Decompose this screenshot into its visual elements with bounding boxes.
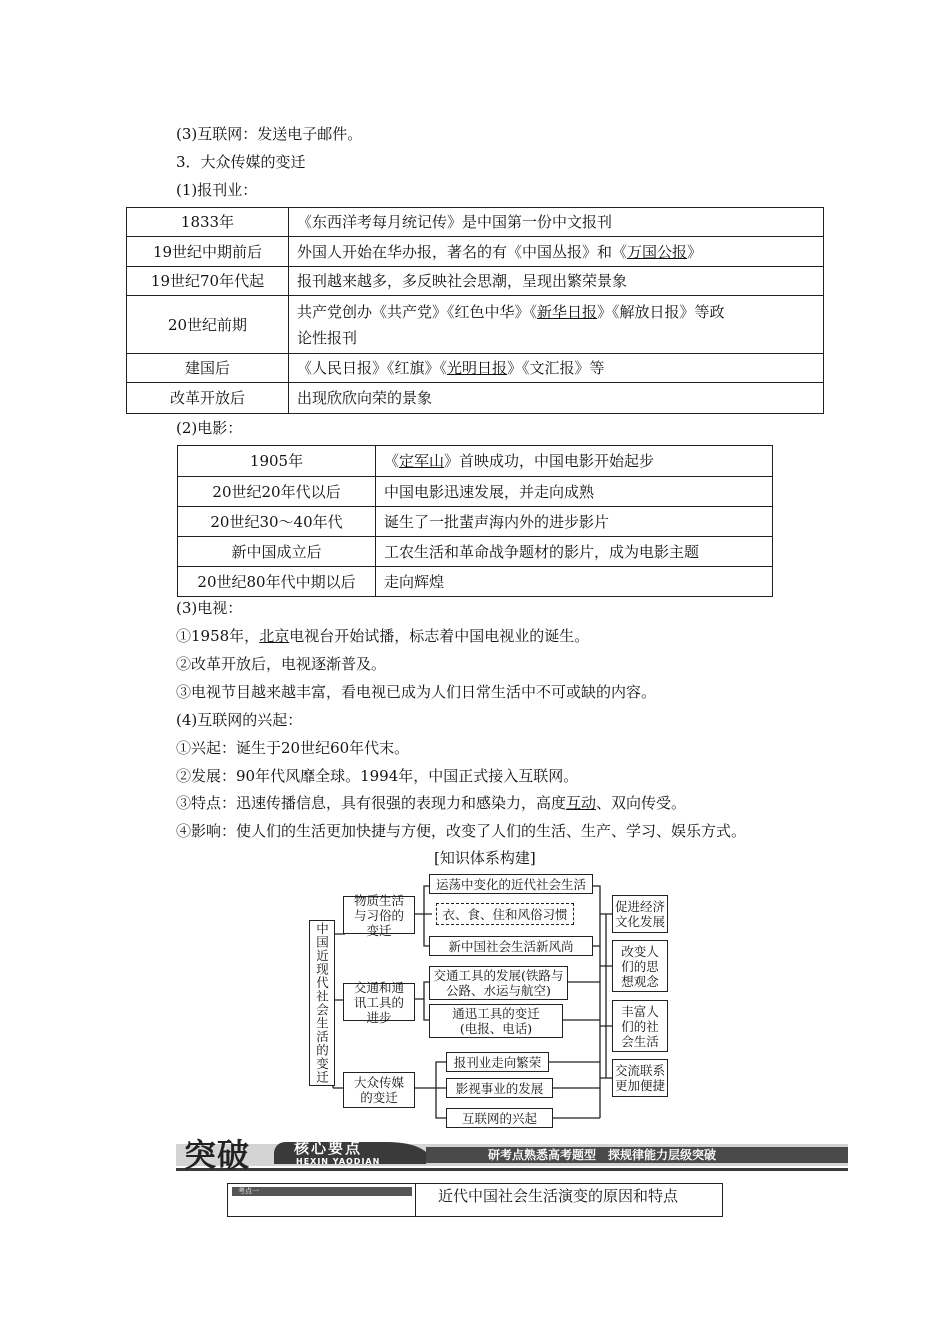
keypoint-divider [415, 1184, 416, 1216]
internet-item-3: ③特点：迅速传播信息，具有很强的表现力和感染力，高度互动、双向传受。 [176, 794, 687, 812]
banner-pinyin: HEXIN YAODIAN [296, 1157, 381, 1166]
internet-item-1: ①兴起：诞生于20世纪60年代末。 [176, 739, 410, 757]
diagram-sub-item: 新中国社会生活新风尚 [429, 936, 593, 956]
underlined-term: 新华日报 [537, 302, 598, 321]
period-cell: 1833年 [127, 208, 289, 237]
diagram-sub-item: 影视事业的发展 [446, 1078, 553, 1098]
internet-email-line: (3)互联网：发送电子邮件。 [176, 125, 363, 143]
period-cell: 新中国成立后 [178, 537, 376, 567]
keypoint-title: 近代中国社会生活演变的原因和特点 [438, 1187, 679, 1205]
keypoint-tag: 考点一 [232, 1187, 412, 1196]
event-cell: 出现欣欣向荣的景象 [289, 383, 824, 414]
event-cell: 报刊越来越多，多反映社会思潮，呈现出繁荣景象 [289, 267, 824, 296]
period-cell: 19世纪中期前后 [127, 237, 289, 267]
tv-item-3: ③电视节目越来越丰富，看电视已成为人们日常生活中不可或缺的内容。 [176, 683, 657, 701]
core-points-banner [176, 1138, 848, 1174]
banner-title: 突破 [184, 1136, 251, 1174]
diagram-root: 中国近现代社会生活的变迁 [309, 920, 335, 1086]
internet-item-4: ④影响：使人们的生活更加快捷与方便，改变了人们的生活、生产、学习、娱乐方式。 [176, 822, 747, 840]
diagram-sub-item: 报刊业走向繁荣 [446, 1052, 549, 1072]
diagram-sub-item: 互联网的兴起 [446, 1108, 553, 1128]
period-cell: 20世纪20年代以后 [178, 477, 376, 507]
tv-item-2: ②改革开放后，电视逐渐普及。 [176, 655, 387, 673]
event-cell: 外国人开始在华办报，著名的有《中国丛报》和《万国公报》 [289, 237, 824, 267]
underlined-term: 互动 [566, 794, 597, 812]
underlined-term: 光明日报 [447, 359, 508, 377]
section-title: 3．大众传媒的变迁 [176, 153, 306, 171]
diagram-effect: 丰富人们的社会生活 [612, 1000, 668, 1052]
underlined-term: 万国公报 [627, 242, 688, 261]
period-cell: 1905年 [178, 446, 376, 477]
keypoint-box [227, 1183, 723, 1217]
event-cell: 《定军山》首映成功，中国电影开始起步 [376, 446, 773, 477]
period-cell: 20世纪前期 [127, 296, 289, 354]
event-cell: 共产党创办《共产党》《红色中华》《新华日报》《解放日报》等政 论性报刊 [289, 296, 824, 354]
event-cell: 《东西洋考每月统记传》是中国第一份中文报刊 [289, 208, 824, 237]
diagram-category: 物质生活与习俗的变迁 [343, 896, 415, 934]
internet-item-2: ②发展：90年代风靡全球。1994年，中国正式接入互联网。 [176, 767, 579, 785]
internet-heading: (4)互联网的兴起： [176, 711, 303, 729]
diagram-caption: [知识体系构建] [434, 849, 536, 867]
diagram-category: 交通和通讯工具的进步 [343, 983, 415, 1021]
tv-heading: (3)电视： [176, 599, 243, 617]
period-cell: 20世纪80年代中期以后 [178, 567, 376, 597]
diagram-effect: 交流联系更加便捷 [612, 1059, 668, 1097]
period-cell: 建国后 [127, 354, 289, 383]
diagram-effect: 促进经济文化发展 [612, 895, 668, 933]
diagram-sub-item: 衣、食、住和风俗习惯 [436, 903, 574, 925]
film-heading: (2)电影： [176, 419, 243, 437]
diagram-category: 大众传媒的变迁 [343, 1072, 415, 1108]
event-cell: 《人民日报》《红旗》《光明日报》《文汇报》等 [289, 354, 824, 383]
banner-core-label: 核心要点 [294, 1139, 363, 1157]
diagram-sub-item: 交通工具的发展(铁路与公路、水运与航空) [429, 966, 568, 1000]
underlined-term: 定军山 [399, 452, 445, 470]
diagram-sub-item: 通迅工具的变迁(电报、电话) [429, 1004, 563, 1038]
underlined-term: 北京 [259, 627, 290, 645]
press-heading: (1)报刊业： [176, 181, 258, 199]
tv-item-1: ①1958年，北京电视台开始试播，标志着中国电视业的诞生。 [176, 627, 590, 645]
period-cell: 改革开放后 [127, 383, 289, 414]
diagram-sub-item: 运荡中变化的近代社会生活 [429, 874, 593, 894]
banner-slogan: 研考点熟悉高考题型 探规律能力层级突破 [488, 1148, 717, 1162]
event-cell: 工农生活和革命战争题材的影片，成为电影主题 [376, 537, 773, 567]
diagram-effect: 改变人们的思想观念 [612, 940, 668, 992]
event-cell: 中国电影迅速发展，并走向成熟 [376, 477, 773, 507]
event-cell: 走向辉煌 [376, 567, 773, 597]
period-cell: 19世纪70年代起 [127, 267, 289, 296]
period-cell: 20世纪30～40年代 [178, 507, 376, 537]
event-cell: 诞生了一批蜚声海内外的进步影片 [376, 507, 773, 537]
